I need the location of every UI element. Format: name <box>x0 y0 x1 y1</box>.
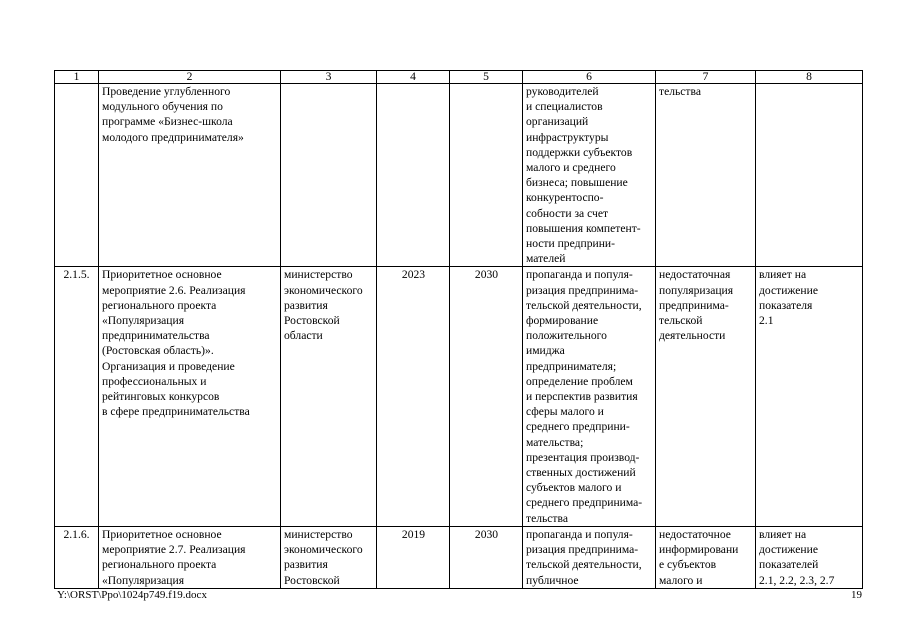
end-year: 2030 <box>450 526 523 588</box>
measure-title: Приоритетное основное мероприятие 2.6. Реализация регионального проекта «Популяризация предпринимательства (Ростовская область)». Организация и проведение профессиональных и рейтинговых конкурсов в сфере предпринимательства <box>99 267 281 526</box>
consequences: недостаточная популяризация предпринима- тельской деятельности <box>656 267 756 526</box>
program-table <box>54 70 863 589</box>
consequences: тельства <box>656 84 756 267</box>
expected-result: пропаганда и популя- ризация предпринима- тельской деятельности, формирование положительного имиджа предпринимателя; определение проблем и перспектив развития сферы малого и среднего предприни- мательства; презентация производ- ственных достижений субъектов малого и среднего предпринима- тельства <box>523 267 656 526</box>
row-number: 2.1.6. <box>55 526 99 588</box>
end-year <box>450 84 523 267</box>
header-cell: 4 <box>377 71 450 84</box>
start-year: 2019 <box>377 526 450 588</box>
measure-title: Приоритетное основное мероприятие 2.7. Реализация регионального проекта «Популяризация <box>99 526 281 588</box>
header-cell: 3 <box>281 71 377 84</box>
file-path: Y:\ORST\Ppo\1024p749.f19.docx <box>57 589 207 601</box>
header-cell: 7 <box>656 71 756 84</box>
executor: министерство экономического развития Ростовской <box>281 526 377 588</box>
row-number <box>55 84 99 267</box>
header-cell: 5 <box>450 71 523 84</box>
expected-result: пропаганда и популя- ризация предпринима- тельской деятельности, публичное <box>523 526 656 588</box>
indicator-link: влияет на достижение показателя 2.1 <box>756 267 863 526</box>
header-cell: 2 <box>99 71 281 84</box>
table-row <box>55 526 863 588</box>
indicator-link: влияет на достижение показателей 2.1, 2.2, 2.3, 2.7 <box>756 526 863 588</box>
header-cell: 6 <box>523 71 656 84</box>
start-year: 2023 <box>377 267 450 526</box>
row-number: 2.1.5. <box>55 267 99 526</box>
executor: министерство экономического развития Ростовской области <box>281 267 377 526</box>
table-row <box>55 267 863 526</box>
consequences: недостаточное информировани е субъектов малого и <box>656 526 756 588</box>
page-number: 19 <box>851 589 862 601</box>
start-year <box>377 84 450 267</box>
header-cell: 8 <box>756 71 863 84</box>
measure-title: Проведение углубленного модульного обучения по программе «Бизнес-школа молодого предпринимателя» <box>99 84 281 267</box>
indicator-link <box>756 84 863 267</box>
table-row <box>55 84 863 267</box>
end-year: 2030 <box>450 267 523 526</box>
header-row <box>55 71 863 84</box>
executor <box>281 84 377 267</box>
header-cell: 1 <box>55 71 99 84</box>
expected-result: руководителей и специалистов организаций инфраструктуры поддержки субъектов малого и среднего бизнеса; повышение конкурентоспо- собности за счет повышения компетент- ности предприни- мателей <box>523 84 656 267</box>
